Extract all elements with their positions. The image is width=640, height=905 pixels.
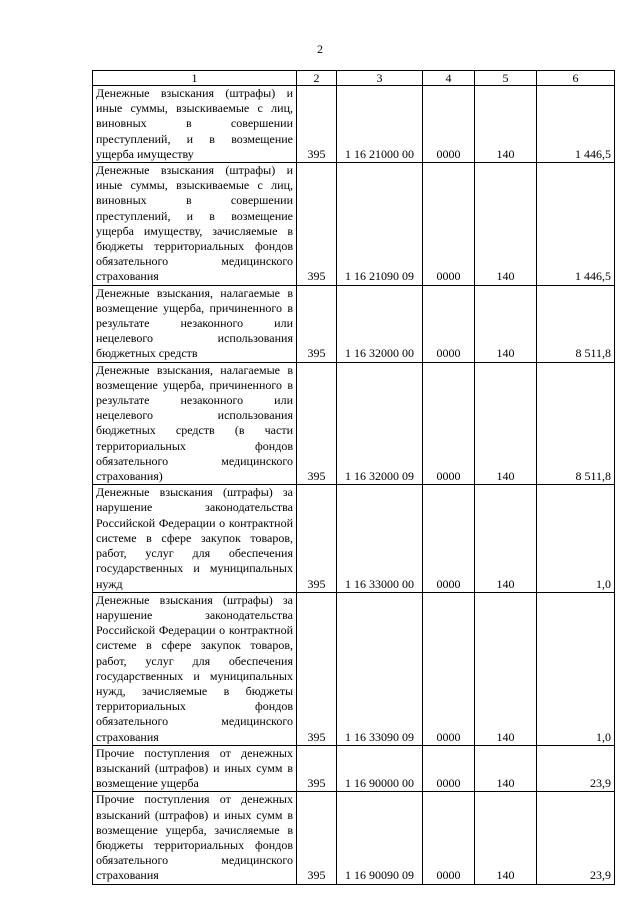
program-code-cell: 0000 xyxy=(423,285,475,362)
kosgu-code-cell: 140 xyxy=(475,163,537,286)
program-code-cell: 0000 xyxy=(423,592,475,745)
header-cell-6: 6 xyxy=(537,71,615,86)
kosgu-code-cell: 140 xyxy=(475,792,537,884)
admin-code-cell: 395 xyxy=(297,792,337,884)
row-name: Прочие поступления от денежных взысканий (штрафов) и иных сумм в возмещение ущерба xyxy=(96,745,293,791)
header-cell-2: 2 xyxy=(297,71,337,86)
table-row xyxy=(93,745,615,792)
program-code-cell: 0000 xyxy=(423,163,475,286)
program-code-cell: 0000 xyxy=(423,485,475,592)
table-row xyxy=(93,485,615,592)
row-name: Денежные взыскания, налагаемые в возмещение ущерба, причиненного в результате незаконного или нецелевого использования бюджетных средств xyxy=(96,285,293,361)
revenue-code-cell: 1 16 90090 09 xyxy=(337,792,423,884)
revenue-code-cell: 1 16 33090 09 xyxy=(337,592,423,745)
kosgu-code-cell: 140 xyxy=(475,592,537,745)
header-cell-5: 5 xyxy=(475,71,537,86)
header-cell-1: 1 xyxy=(93,71,297,86)
table-row xyxy=(93,285,615,362)
table-row xyxy=(93,362,615,485)
program-code-cell: 0000 xyxy=(423,362,475,485)
amount-cell: 1 446,5 xyxy=(537,86,615,163)
table-row xyxy=(93,592,615,745)
page-number: 2 xyxy=(317,42,323,56)
kosgu-code-cell: 140 xyxy=(475,86,537,163)
kosgu-code-cell: 140 xyxy=(475,362,537,485)
header-cell-3: 3 xyxy=(337,71,423,86)
kosgu-code-cell: 140 xyxy=(475,285,537,362)
row-name-cell xyxy=(93,792,297,884)
admin-code-cell: 395 xyxy=(297,86,337,163)
kosgu-code-cell: 140 xyxy=(475,745,537,792)
admin-code-cell: 395 xyxy=(297,745,337,792)
row-name-cell xyxy=(93,285,297,362)
program-code-cell: 0000 xyxy=(423,792,475,884)
table-row xyxy=(93,163,615,286)
table-row xyxy=(93,792,615,884)
revenue-code-cell: 1 16 90000 00 xyxy=(337,745,423,792)
kosgu-code-cell: 140 xyxy=(475,485,537,592)
revenue-code-cell: 1 16 33000 00 xyxy=(337,485,423,592)
admin-code-cell: 395 xyxy=(297,163,337,286)
row-name: Денежные взыскания (штрафы) и иные суммы, взыскиваемые с лиц, виновных в совершении преступлений, и в возмещение ущерба имуществу xyxy=(96,86,293,161)
program-code-cell: 0000 xyxy=(423,86,475,163)
row-name-cell xyxy=(93,745,297,792)
revenue-code-cell: 1 16 21000 00 xyxy=(337,86,423,163)
amount-cell: 23,9 xyxy=(537,745,615,792)
revenue-code-cell: 1 16 21090 09 xyxy=(337,163,423,286)
amount-cell: 1,0 xyxy=(537,592,615,745)
row-name-cell xyxy=(93,86,297,163)
revenue-code-cell: 1 16 32000 00 xyxy=(337,285,423,362)
amount-cell: 1 446,5 xyxy=(537,163,615,286)
admin-code-cell: 395 xyxy=(297,285,337,362)
admin-code-cell: 395 xyxy=(297,485,337,592)
header-row xyxy=(93,71,615,86)
revenue-table xyxy=(92,70,615,885)
amount-cell: 23,9 xyxy=(537,792,615,884)
amount-cell: 8 511,8 xyxy=(537,362,615,485)
row-name: Денежные взыскания (штрафы) и иные суммы, взыскиваемые с лиц, виновных в совершении преступлений, и в возмещение ущерба имуществу, зачисляемые в бюджеты территориальных фондов обязательного медицинского страхования xyxy=(96,163,293,284)
admin-code-cell: 395 xyxy=(297,592,337,745)
amount-cell: 1,0 xyxy=(537,485,615,592)
row-name: Денежные взыскания (штрафы) за нарушение законодательства Российской Федерации о контрактной системе в сфере закупок товаров, работ, услуг для обеспечения государственных и муниципальных нужд xyxy=(96,485,293,591)
row-name-cell xyxy=(93,362,297,485)
table-row xyxy=(93,86,615,163)
header-cell-4: 4 xyxy=(423,71,475,86)
row-name-cell xyxy=(93,592,297,745)
program-code-cell: 0000 xyxy=(423,745,475,792)
amount-cell: 8 511,8 xyxy=(537,285,615,362)
row-name: Денежные взыскания (штрафы) за нарушение законодательства Российской Федерации о контрактной системе в сфере закупок товаров, работ, услуг для обеспечения государственных и муниципальных нужд, зачисляемые в бюджеты территориальных фондов обязательного медицинского страхования xyxy=(96,592,293,744)
row-name: Денежные взыскания, налагаемые в возмещение ущерба, причиненного в результате незаконного или нецелевого использования бюджетных средств (в части территориальных фондов обязательного медицинского страхования) xyxy=(96,362,293,484)
row-name: Прочие поступления от денежных взысканий (штрафов) и иных сумм в возмещение ущерба, зачисляемые в бюджеты территориальных фондов обязательного медицинского страхования xyxy=(96,792,293,883)
admin-code-cell: 395 xyxy=(297,362,337,485)
row-name-cell xyxy=(93,163,297,286)
row-name-cell xyxy=(93,485,297,592)
revenue-code-cell: 1 16 32000 09 xyxy=(337,362,423,485)
